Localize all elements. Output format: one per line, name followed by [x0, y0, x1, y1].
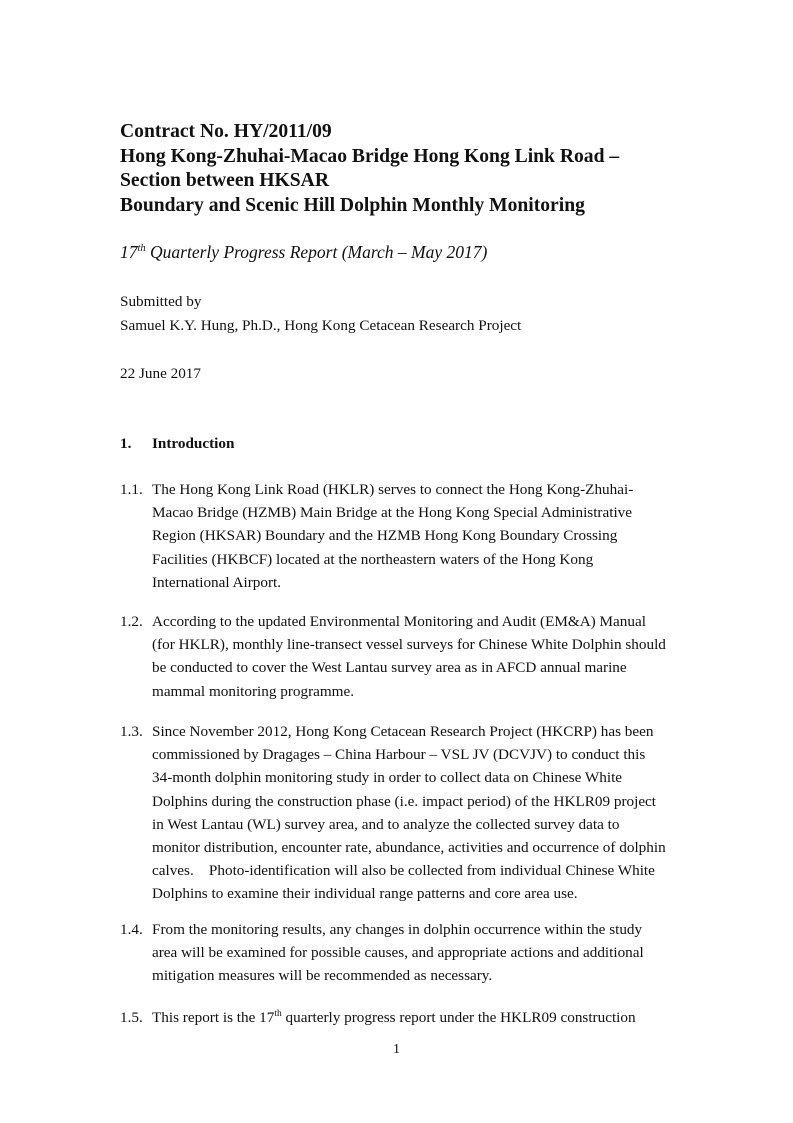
title-project-line: Hong Kong-Zhuhai-Macao Bridge Hong Kong Link Road –	[120, 145, 620, 167]
paragraph-line: International Airport.	[152, 573, 282, 591]
paragraph-line: Dolphins to examine their individual range patterns and core area use.	[152, 885, 578, 903]
paragraph-text-after: quarterly progress report under the HKLR09 construction	[281, 1009, 636, 1026]
subtitle-ordinal-suffix: th	[137, 243, 146, 254]
subtitle-text: Quarterly Progress Report (March – May 2017)	[145, 242, 488, 262]
paragraph-text	[152, 720, 700, 906]
paragraph-line: 34-month dolphin monitoring study in order to collect data on Chinese White	[152, 769, 623, 787]
paragraph-1-3	[120, 720, 700, 906]
title-contract-line: Contract No. HY/2011/09	[120, 121, 332, 142]
paragraph-text	[152, 918, 700, 988]
title-section-line: Section between HKSAR	[120, 170, 329, 191]
report-date: 22 June 2017	[120, 365, 201, 382]
paragraph-1-4	[120, 918, 700, 988]
section-heading	[120, 432, 234, 456]
paragraph-line: be conducted to cover the West Lantau survey area as in AFCD annual marine	[152, 659, 627, 677]
paragraph-line: Facilities (HKBCF) located at the northeastern waters of the Hong Kong	[152, 550, 594, 568]
paragraph-line: (for HKLR), monthly line-transect vessel surveys for Chinese White Dolphin should	[152, 636, 666, 654]
paragraph-line: Dolphins during the construction phase (i.e. impact period) of the HKLR09 project	[152, 792, 657, 810]
page-number: 1	[393, 1042, 400, 1057]
paragraph-number: 1.4.	[120, 921, 143, 938]
paragraph-line: Since November 2012, Hong Kong Cetacean Research Project (HKCRP) has been	[152, 723, 654, 740]
paragraph-line: mitigation measures will be recommended as necessary.	[152, 967, 493, 985]
paragraph-line: in West Lantau (WL) survey area, and to analyze the collected survey data to	[152, 815, 620, 833]
paragraph-text	[152, 478, 700, 594]
paragraph-line: monitor distribution, encounter rate, abundance, activities and occurrence of dolphin	[152, 839, 666, 857]
paragraph-number: 1.1.	[120, 481, 143, 498]
subtitle-ordinal: 17	[120, 242, 138, 262]
paragraph-text	[152, 610, 700, 703]
paragraph-number: 1.5.	[120, 1009, 143, 1026]
section-title: Introduction	[152, 435, 235, 452]
paragraph-line: Macao Bridge (HZMB) Main Bridge at the Hong Kong Special Administrative	[152, 504, 632, 522]
author-line: Samuel K.Y. Hung, Ph.D., Hong Kong Cetacean Research Project	[120, 317, 522, 334]
paragraph-line: The Hong Kong Link Road (HKLR) serves to connect the Hong Kong-Zhuhai-	[152, 481, 634, 498]
paragraph-line: mammal monitoring programme.	[152, 682, 355, 700]
paragraph-line	[152, 1006, 700, 1032]
paragraph-line: According to the updated Environmental Monitoring and Audit (EM&A) Manual	[152, 613, 646, 630]
section-number: 1.	[120, 435, 132, 452]
paragraph-text-before: This report is the 17	[152, 1009, 275, 1026]
paragraph-line: area will be examined for possible causes, and appropriate actions and additional	[152, 944, 644, 962]
paragraph-number: 1.3.	[120, 723, 143, 740]
submitted-by-label: Submitted by	[120, 293, 202, 310]
paragraph-line: commissioned by Dragages – China Harbour – VSL JV (DCVJV) to conduct this	[152, 746, 646, 764]
paragraph-line: Region (HKSAR) Boundary and the HZMB Hong Kong Boundary Crossing	[152, 527, 618, 545]
paragraph-number: 1.2.	[120, 613, 143, 630]
paragraph-line: calves. Photo-identification will also be collected from individual Chinese White	[152, 862, 655, 880]
submission-block	[120, 290, 521, 338]
ordinal-suffix: th	[274, 1009, 282, 1019]
paragraph-text	[152, 1006, 700, 1032]
paragraph-1-5	[120, 1006, 700, 1032]
paragraph-1-1	[120, 478, 700, 594]
title-monitoring-line: Boundary and Scenic Hill Dolphin Monthly Monitoring	[120, 194, 585, 216]
report-title	[120, 120, 720, 218]
report-subtitle	[120, 240, 487, 268]
paragraph-1-2	[120, 610, 700, 703]
paragraph-line: From the monitoring results, any changes in dolphin occurrence within the study	[152, 921, 643, 938]
